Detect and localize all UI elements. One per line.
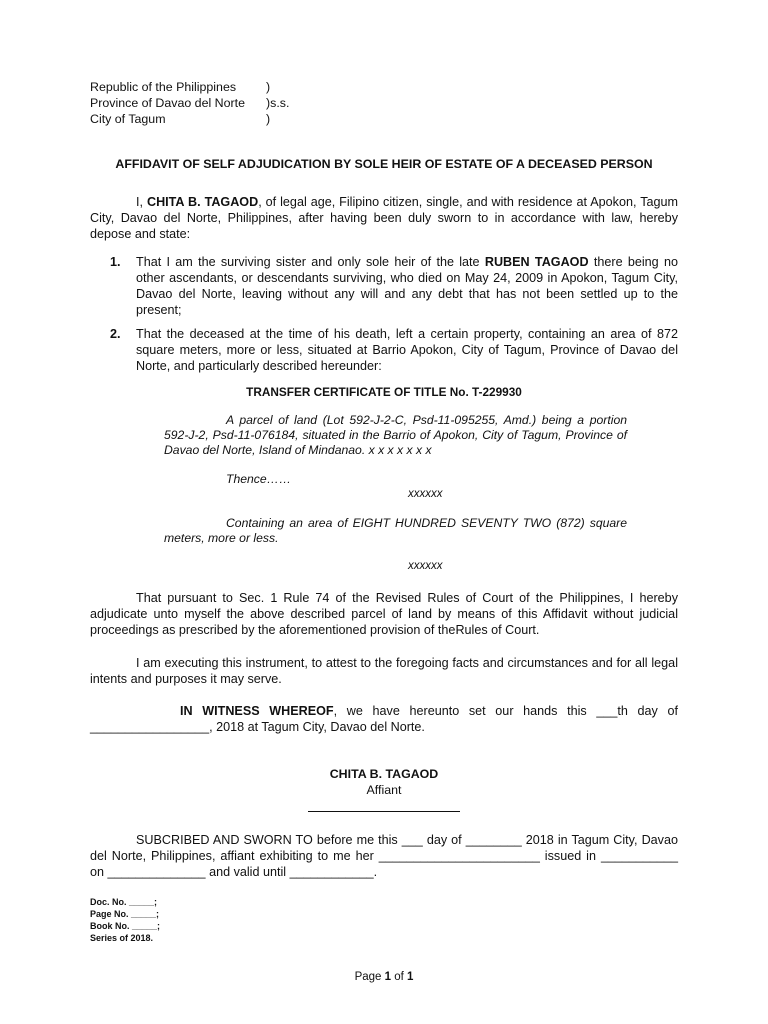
parcel-text: A parcel of land (Lot 592-J-2-C, Psd-11-095255, Amd.) being a portion 592-J-2, Psd-11-076184, situated in the Barrio of Apokon, City of Tagum, Province of Davao del Norte, Island of Mindanao. x x x x x x x [164, 413, 627, 457]
separator-xxxxxx: xxxxxx [408, 488, 443, 500]
list-item [110, 254, 678, 318]
list-item [110, 326, 678, 374]
intro-paragraph [90, 194, 678, 242]
adjudication-text: That pursuant to Sec. 1 Rule 74 of the Revised Rules of Court of the Philippines, I hereby adjudicate unto myself the above described parcel of land by means of this Affidavit without judicial proceedings as prescribed by the aforementioned provision of theRules of Court. [90, 591, 678, 637]
jurat-text: SUBCRIBED AND SWORN TO before me this ___ day of ________ 2018 in Tagum City, Davao del Norte, Philippines, affiant exhibiting to me her _______________________ issued in ___________ on ______________ and valid until ____________. [90, 833, 678, 879]
adjudication-paragraph [90, 590, 678, 638]
venue-block [90, 79, 289, 127]
venue-country: Republic of the Philippines [90, 80, 237, 94]
venue-city: City of Tagum [90, 112, 166, 126]
intro-pre: I, [136, 195, 147, 209]
executing-paragraph [90, 655, 678, 687]
area-description [164, 516, 627, 546]
page-number-entry: Page No. _____; [90, 909, 160, 919]
item-text-pre: That I am the surviving sister and only sole heir of the late [136, 255, 485, 269]
page-footer [90, 971, 678, 983]
series-year: Series of 2018. [90, 933, 154, 943]
item-text: That the deceased at the time of his death, left a certain property, containing an area of 872 square meters, more or less, situated at Barrio Apokon, City of Tagum, Province of Davao del Norte, and particularly described hereunder: [136, 327, 678, 373]
total-pages: 1 [407, 971, 414, 983]
area-text: Containing an area of EIGHT HUNDRED SEVENTY TWO (872) square meters, more or less. [164, 516, 627, 545]
witness-paragraph [90, 703, 678, 735]
current-page: 1 [384, 971, 392, 983]
witness-text: , we have hereunto set our hands this ___th day of _________________, 2018 at Tagum City, Davao del Norte. [90, 704, 678, 734]
affiant-name: CHITA B. TAGAOD [146, 195, 259, 209]
document-title: AFFIDAVIT OF SELF ADJUDICATION BY SOLE HEIR OF ESTATE OF A DECEASED PERSON [115, 157, 653, 171]
page-of-label: of [391, 971, 408, 983]
book-number: Book No. _____; [90, 921, 161, 931]
separator-xxxxxx: xxxxxx [408, 560, 443, 572]
item-number: 1. [110, 255, 121, 269]
jurat-paragraph [90, 832, 678, 880]
signature-line [308, 811, 460, 812]
notarial-register [90, 896, 160, 944]
intro-post: , of legal age, Filipino citizen, single, and with residence at Apokon, Tagum City, Davao del Norte, Philippines, after having been duly sworn to in accordance with law, hereby depose and state: [90, 195, 678, 241]
deceased-name: RUBEN TAGAOD [484, 255, 589, 269]
doc-number: Doc. No. _____; [90, 897, 158, 907]
item-text [136, 254, 678, 318]
venue-mark: ) [266, 112, 271, 126]
signatory-name: CHITA B. TAGAOD [329, 767, 439, 781]
tct-heading: TRANSFER CERTIFICATE OF TITLE No. T-229930 [246, 385, 522, 399]
venue-mark: )s.s. [266, 96, 290, 110]
thence-text: Thence…… [226, 472, 292, 486]
venue-mark: ) [266, 80, 271, 94]
statement-list-2 [110, 326, 678, 374]
witness-heading: IN WITNESS WHEREOF [180, 704, 334, 718]
item-text-post: there being no other ascendants, or descendants surviving, who died on May 24, 2009 in Apokon, Tagum City, Davao del Norte, leaving without any will and any debt that has not been settled up to the present; [136, 255, 678, 317]
page-label: Page [354, 971, 385, 983]
parcel-description [164, 413, 627, 458]
signatory-role: Affiant [366, 783, 402, 797]
venue-province: Province of Davao del Norte [90, 96, 245, 110]
thence-line [164, 472, 627, 487]
executing-text: I am executing this instrument, to attest to the foregoing facts and circumstances and for all legal intents and purposes it may serve. [90, 656, 678, 686]
statement-list [110, 254, 678, 318]
item-number: 2. [110, 327, 121, 341]
